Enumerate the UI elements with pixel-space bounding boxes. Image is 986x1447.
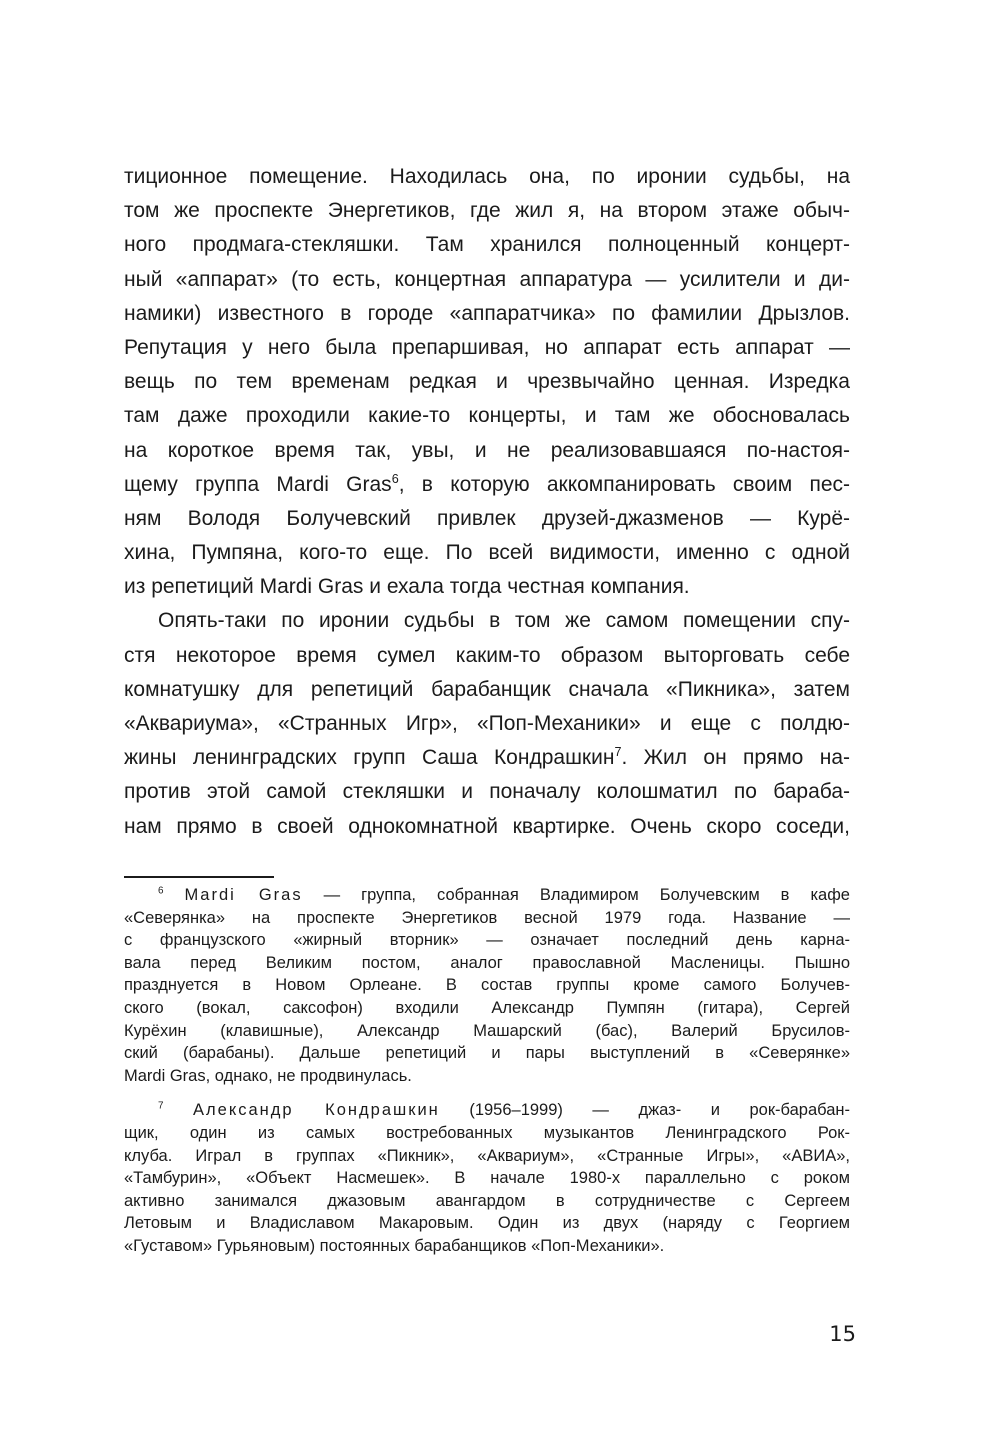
body-line: комнатушку для репетиций барабанщик сначала «Пикника», затем bbox=[124, 677, 850, 701]
body-line-part: , в которую аккомпанировать своим пес- bbox=[398, 472, 850, 496]
body-line: из репетиций Mardi Gras и ехала тогда честная компания. bbox=[124, 575, 690, 599]
footnote-6-line: вала перед Великим постом, аналог православной Масленицы. Пышно bbox=[124, 953, 850, 972]
body-line bbox=[124, 468, 850, 502]
body-line: стя некоторое время сумел каким-то образом выторговать себе bbox=[124, 643, 850, 667]
footnote-6-line bbox=[124, 884, 850, 907]
body-line: намики) известного в городе «аппаратчика» по фамилии Дрызлов. bbox=[124, 301, 850, 325]
footnote-6-term: Mardi Gras bbox=[184, 886, 303, 904]
footnote-6-line: с французского «жирный вторник» — означает последний день карна- bbox=[124, 931, 850, 950]
footnote-6-line: Курёхин (клавишные), Александр Машарский (бас), Валерий Брусилов- bbox=[124, 1021, 850, 1040]
footnote-separator bbox=[124, 876, 274, 878]
footnote-ref-6: 6 bbox=[391, 471, 399, 486]
footnote-7-number: 7 bbox=[158, 1100, 164, 1112]
page-number: 15 bbox=[829, 1322, 856, 1346]
footnote-7-line: активно занимался джазовым авангардом в сотрудничестве с Сергеем bbox=[124, 1191, 850, 1210]
footnote-7-line: «Тамбурин», «Объект Насмешек». В начале 1980-х параллельно с роком bbox=[124, 1169, 850, 1188]
footnote-7-line: Летовым и Владиславом Макаровым. Один из двух (наряду с Георгием bbox=[124, 1214, 850, 1233]
footnote-ref-7: 7 bbox=[614, 745, 622, 760]
body-line: «Аквариума», «Странных Игр», «Поп-Механики» и еще с полдю- bbox=[124, 712, 850, 735]
body-line: нам прямо в своей однокомнатной квартирке. Очень скоро соседи, bbox=[124, 814, 850, 838]
body-line: против этой самой стекляшки и поначалу колошматил по бараба- bbox=[124, 780, 850, 804]
body-line: ный «аппарат» (то есть, концертная аппаратура — усилители и ди- bbox=[124, 267, 850, 291]
footnote-6-line: «Северянка» на проспекте Энергетиков весной 1979 года. Название — bbox=[124, 908, 850, 927]
body-line: вещь по тем временам редкая и чрезвычайно ценная. Изредка bbox=[124, 370, 850, 394]
footnote-7-line bbox=[124, 1099, 850, 1122]
body-line: на короткое время так, увы, и не реализовавшаяся по-настоя- bbox=[124, 438, 850, 462]
footnote-7-line: «Густавом» Гурьяновым) постоянных барабанщиков «Поп-Механики». bbox=[124, 1236, 665, 1255]
body-line: там даже проходили какие-то концерты, и там же обосновалась bbox=[124, 404, 850, 428]
body-line: хина, Пумпяна, кого-то еще. По всей видимости, именно с одной bbox=[124, 541, 850, 565]
footnote-7-line: клуба. Играл в группах «Пикник», «Аквариум», «Странные Игры», «АВИА», bbox=[124, 1146, 850, 1165]
footnotes bbox=[124, 884, 850, 1258]
body-line: ного продмага-стекляшки. Там хранился полноценный концерт- bbox=[124, 233, 850, 257]
footnote-6-line: празднуется в Новом Орлеане. В состав группы кроме самого Болучев- bbox=[124, 976, 850, 995]
body-line-part: жины ленинградских групп Саша Кондрашкин bbox=[124, 746, 615, 770]
body-line: Репутация у него была препаршивая, но аппарат есть аппарат — bbox=[124, 335, 850, 359]
footnote-6-line: Mardi Gras, однако, не продвинулась. bbox=[124, 1066, 412, 1085]
footnote-6-number: 6 bbox=[158, 885, 164, 897]
body-line: Опять-таки по иронии судьбы в том же самом помещении спу- bbox=[158, 609, 850, 633]
footnote-gap bbox=[124, 1087, 850, 1099]
body-line bbox=[124, 741, 850, 775]
body-line-part: . Жил он прямо на- bbox=[621, 746, 850, 770]
footnote-7-text: (1956–1999) — джаз- и рок-барабан- bbox=[439, 1101, 850, 1120]
body-line: тиционное помещение. Находилась она, по иронии судьбы, на bbox=[124, 165, 850, 188]
footnote-7-term: Александр Кондрашкин bbox=[193, 1101, 440, 1120]
footnote-6-line: ского (вокал, саксофон) входили Александр Пумпян (гитара), Сергей bbox=[124, 998, 850, 1017]
body-line: ням Володя Болучевский привлек друзей-джазменов — Курё- bbox=[124, 506, 850, 530]
footnote-6-line: ский (барабаны). Дальше репетиций и пары выступлений в «Северянке» bbox=[124, 1044, 850, 1063]
body-line: том же проспекте Энергетиков, где жил я, на втором этаже обыч- bbox=[124, 199, 850, 223]
body-text bbox=[124, 160, 850, 844]
body-line-part: щему группа Mardi Gras bbox=[124, 472, 392, 496]
footnote-6-text: — группа, собранная Владимиром Болучевским в кафе bbox=[302, 886, 850, 904]
footnote-7-line: щик, один из самых востребованных музыкантов Ленинградского Рок- bbox=[124, 1123, 850, 1142]
